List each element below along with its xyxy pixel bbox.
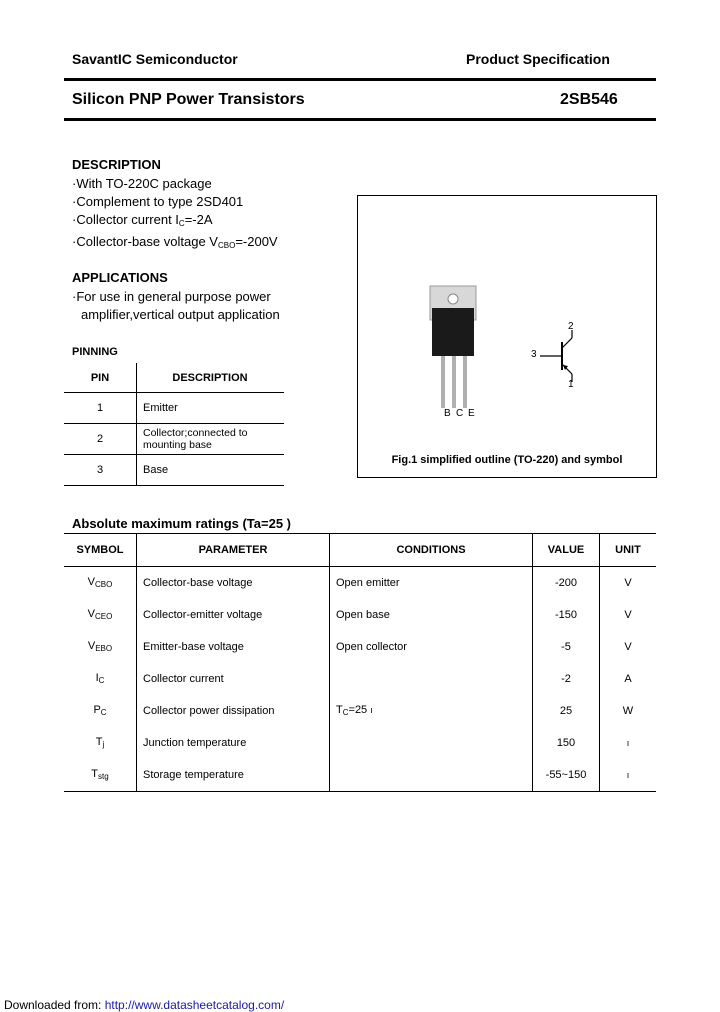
value-column-header: VALUE xyxy=(533,534,600,567)
symbol-cell: $I_C$ xyxy=(64,663,137,695)
lead-c xyxy=(452,356,456,408)
description-column-header: DESCRIPTION xyxy=(137,363,285,393)
table-row xyxy=(64,567,656,600)
value-cell: 150 xyxy=(533,727,600,759)
parameter-column-header: PARAMETER xyxy=(137,534,330,567)
table-row xyxy=(64,631,656,663)
description-item: ·With TO-220C package xyxy=(72,176,212,191)
value-cell: -200 xyxy=(533,567,600,600)
description-item: ·Collector current $I_C=-2A$ xyxy=(72,212,213,228)
description-item: ·Collector-base voltage $V_{CBO}=-200V$ xyxy=(72,234,278,250)
symbol-pin-1: 1 xyxy=(568,379,574,390)
symbol-cell: $P_C$ xyxy=(64,695,137,727)
lead-label-e: E xyxy=(468,408,475,419)
header-rule-bottom xyxy=(64,118,656,121)
pinning-heading: PINNING xyxy=(72,346,118,358)
pin-description: Collector;connected to mounting base xyxy=(137,424,285,455)
lead-b xyxy=(441,356,445,408)
parameter-cell: Collector-emitter voltage xyxy=(137,599,330,631)
pin-number: 1 xyxy=(64,393,137,424)
applications-line: amplifier,vertical output application xyxy=(81,307,280,322)
value-cell: -2 xyxy=(533,663,600,695)
table-row xyxy=(64,599,656,631)
pin-description: Base xyxy=(137,455,285,486)
symbol-cell: $V_{EBO}$ xyxy=(64,631,137,663)
description-item: ·Complement to type 2SD401 xyxy=(72,194,244,209)
footer xyxy=(4,998,284,1012)
symbol-pin-3: 3 xyxy=(531,349,537,360)
table-row xyxy=(64,393,284,424)
conditions-cell: Open base xyxy=(330,599,533,631)
description-heading: DESCRIPTION xyxy=(72,157,161,172)
lead-label-c: C xyxy=(456,408,464,419)
value-cell: -5 xyxy=(533,631,600,663)
applications-text xyxy=(72,288,280,324)
ratings-heading: Absolute maximum ratings (Ta=25 ) xyxy=(72,516,292,531)
value-cell: -55~150 xyxy=(533,759,600,792)
header-rule-top xyxy=(64,78,656,81)
parameter-cell: Collector-base voltage xyxy=(137,567,330,600)
document-type: Product Specification xyxy=(466,51,610,67)
parameter-cell: Storage temperature xyxy=(137,759,330,792)
applications-line: ·For use in general purpose power xyxy=(72,289,271,304)
lead-label-b: B xyxy=(444,408,451,419)
table-row xyxy=(64,424,284,455)
symbol-cell: $V_{CEO}$ xyxy=(64,599,137,631)
pin-number: 2 xyxy=(64,424,137,455)
pin-number: 3 xyxy=(64,455,137,486)
parameter-cell: Collector power dissipation xyxy=(137,695,330,727)
unit-cell: W xyxy=(622,705,634,717)
unit-cell: V xyxy=(624,577,632,589)
symbol-column-header: SYMBOL xyxy=(64,534,137,567)
parameter-cell: Collector current xyxy=(137,663,330,695)
table-row xyxy=(64,663,656,695)
parameter-cell: Emitter-base voltage xyxy=(137,631,330,663)
ratings-table xyxy=(64,533,656,792)
symbol-cell: $T_{stg}$ xyxy=(64,759,137,792)
conditions-cell xyxy=(330,727,533,759)
page-title: Silicon PNP Power Transistors xyxy=(72,91,305,108)
conditions-cell: Open collector xyxy=(330,631,533,663)
table-row xyxy=(64,727,656,759)
symbol-cell: $V_{CBO}$ xyxy=(64,567,137,600)
pin-description: Emitter xyxy=(137,393,285,424)
description-list xyxy=(72,175,278,255)
mounting-hole xyxy=(448,294,458,304)
applications-heading: APPLICATIONS xyxy=(72,270,168,285)
collector-leg xyxy=(562,338,572,348)
part-number: 2SB546 xyxy=(560,91,618,108)
pin-column-header: PIN xyxy=(64,363,137,393)
unit-column-header: UNIT xyxy=(600,534,657,567)
value-cell: 25 xyxy=(533,695,600,727)
source-link[interactable]: http://www.datasheetcatalog.com/ xyxy=(104,998,285,1012)
table-row xyxy=(64,695,656,727)
symbol-pin-2: 2 xyxy=(568,321,574,332)
package-body xyxy=(432,308,474,356)
footer-label: Downloaded from: xyxy=(4,998,105,1012)
parameter-cell: Junction temperature xyxy=(137,727,330,759)
unit-cell: V xyxy=(624,641,632,653)
table-row xyxy=(64,455,284,486)
unit-cell: A xyxy=(624,673,632,685)
pinning-table xyxy=(64,363,284,486)
table-row xyxy=(64,759,656,792)
to220-outline-image xyxy=(358,196,656,446)
figure-box xyxy=(357,195,657,478)
unit-cell: V xyxy=(624,609,632,621)
conditions-column-header: CONDITIONS xyxy=(330,534,533,567)
figure-caption: Fig.1 simplified outline (TO-220) and symbol xyxy=(391,454,623,466)
company-name: SavantIC Semiconductor xyxy=(72,51,238,67)
unit-cell: ı xyxy=(600,759,657,792)
unit-cell: ı xyxy=(626,738,630,748)
conditions-cell: Open emitter xyxy=(330,567,533,600)
lead-e xyxy=(463,356,467,408)
conditions-cell xyxy=(330,759,533,792)
value-cell: -150 xyxy=(533,599,600,631)
conditions-cell xyxy=(330,663,533,695)
symbol-cell: $T_j$ xyxy=(64,727,137,759)
conditions-cell: $T_C=25$ ı xyxy=(330,695,533,727)
